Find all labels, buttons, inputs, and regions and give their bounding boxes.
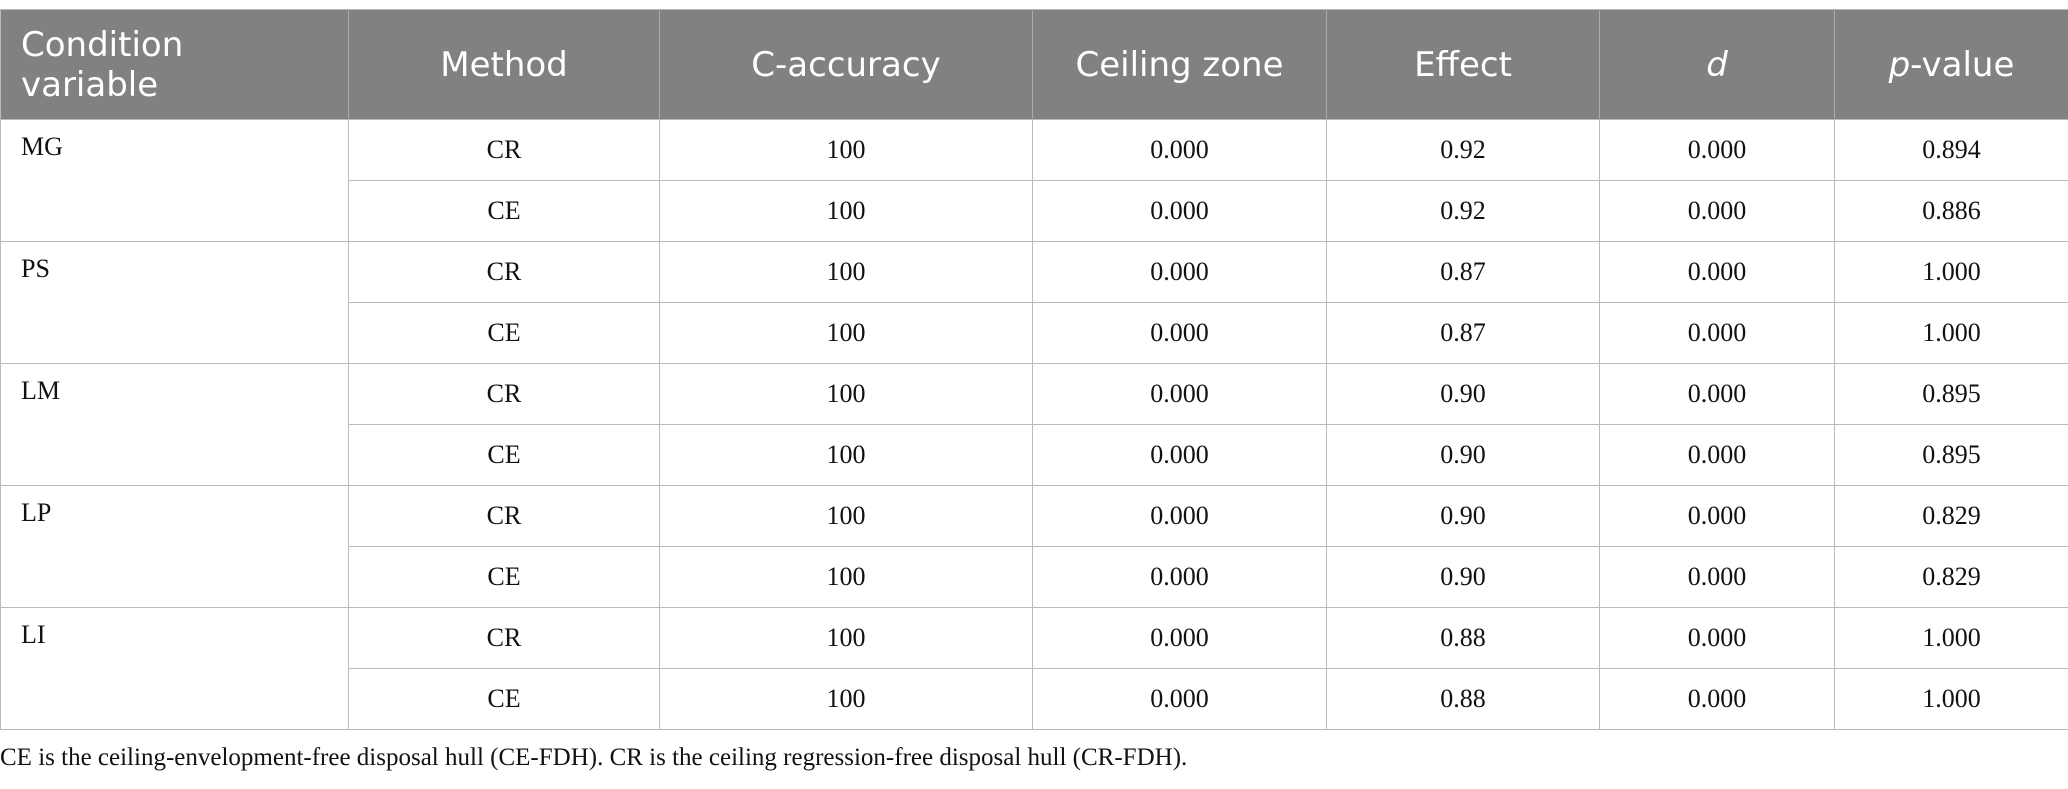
method-cell: CR (349, 608, 660, 669)
method-cell: CE (349, 303, 660, 364)
ceiling-zone-cell: 0.000 (1033, 181, 1327, 242)
method-cell: CR (349, 242, 660, 303)
d-cell: 0.000 (1600, 608, 1835, 669)
ceiling-zone-cell: 0.000 (1033, 425, 1327, 486)
c-accuracy-cell: 100 (660, 364, 1033, 425)
header-p-suffix: -value (1910, 44, 2015, 85)
header-d-italic: d (1706, 44, 1728, 85)
c-accuracy-cell: 100 (660, 181, 1033, 242)
effect-cell: 0.90 (1327, 486, 1600, 547)
p-value-cell: 1.000 (1835, 242, 2068, 303)
table-header-row (1, 10, 2068, 120)
effect-cell: 0.87 (1327, 242, 1600, 303)
method-cell: CE (349, 181, 660, 242)
header-d (1600, 10, 1835, 120)
effect-cell: 0.92 (1327, 181, 1600, 242)
effect-cell: 0.92 (1327, 120, 1600, 181)
effect-cell: 0.88 (1327, 608, 1600, 669)
effect-cell: 0.90 (1327, 547, 1600, 608)
c-accuracy-cell: 100 (660, 120, 1033, 181)
effect-cell: 0.90 (1327, 425, 1600, 486)
p-value-cell: 0.894 (1835, 120, 2068, 181)
d-cell: 0.000 (1600, 181, 1835, 242)
ceiling-zone-cell: 0.000 (1033, 547, 1327, 608)
table-row (1, 120, 2068, 181)
method-cell: CR (349, 364, 660, 425)
table-row (1, 364, 2068, 425)
d-cell: 0.000 (1600, 303, 1835, 364)
d-cell: 0.000 (1600, 120, 1835, 181)
header-c-accuracy: C-accuracy (660, 10, 1033, 120)
c-accuracy-cell: 100 (660, 547, 1033, 608)
table-body (1, 120, 2068, 730)
d-cell: 0.000 (1600, 242, 1835, 303)
method-cell: CR (349, 120, 660, 181)
header-effect: Effect (1327, 10, 1600, 120)
effect-cell: 0.87 (1327, 303, 1600, 364)
p-value-cell: 0.829 (1835, 547, 2068, 608)
effect-cell: 0.90 (1327, 364, 1600, 425)
ceiling-zone-cell: 0.000 (1033, 303, 1327, 364)
c-accuracy-cell: 100 (660, 242, 1033, 303)
table-row (1, 608, 2068, 669)
results-table (0, 9, 2068, 730)
c-accuracy-cell: 100 (660, 425, 1033, 486)
method-cell: CE (349, 425, 660, 486)
d-cell: 0.000 (1600, 425, 1835, 486)
condition-variable-cell: MG (1, 120, 349, 242)
p-value-cell: 1.000 (1835, 608, 2068, 669)
ceiling-zone-cell: 0.000 (1033, 120, 1327, 181)
header-condition-variable: Condition variable (1, 10, 349, 120)
ceiling-zone-cell: 0.000 (1033, 669, 1327, 730)
table-footnote: CE is the ceiling-envelopment-free disposal hull (CE-FDH). CR is the ceiling regression-free disposal hull (CR-FDH). (0, 744, 1188, 771)
table-row (1, 486, 2068, 547)
ceiling-zone-cell: 0.000 (1033, 608, 1327, 669)
c-accuracy-cell: 100 (660, 486, 1033, 547)
method-cell: CR (349, 486, 660, 547)
header-p-value (1835, 10, 2068, 120)
method-cell: CE (349, 547, 660, 608)
effect-cell: 0.88 (1327, 669, 1600, 730)
c-accuracy-cell: 100 (660, 608, 1033, 669)
table-row (1, 242, 2068, 303)
header-method: Method (349, 10, 660, 120)
condition-variable-cell: LM (1, 364, 349, 486)
d-cell: 0.000 (1600, 547, 1835, 608)
ceiling-zone-cell: 0.000 (1033, 364, 1327, 425)
d-cell: 0.000 (1600, 364, 1835, 425)
p-value-cell: 0.895 (1835, 364, 2068, 425)
c-accuracy-cell: 100 (660, 669, 1033, 730)
p-value-cell: 1.000 (1835, 669, 2068, 730)
method-cell: CE (349, 669, 660, 730)
condition-variable-cell: PS (1, 242, 349, 364)
ceiling-zone-cell: 0.000 (1033, 242, 1327, 303)
p-value-cell: 1.000 (1835, 303, 2068, 364)
p-value-cell: 0.829 (1835, 486, 2068, 547)
condition-variable-cell: LI (1, 608, 349, 730)
d-cell: 0.000 (1600, 669, 1835, 730)
ceiling-zone-cell: 0.000 (1033, 486, 1327, 547)
condition-variable-cell: LP (1, 486, 349, 608)
p-value-cell: 0.886 (1835, 181, 2068, 242)
c-accuracy-cell: 100 (660, 303, 1033, 364)
header-p-italic: p (1888, 44, 1911, 85)
d-cell: 0.000 (1600, 486, 1835, 547)
p-value-cell: 0.895 (1835, 425, 2068, 486)
header-ceiling-zone: Ceiling zone (1033, 10, 1327, 120)
